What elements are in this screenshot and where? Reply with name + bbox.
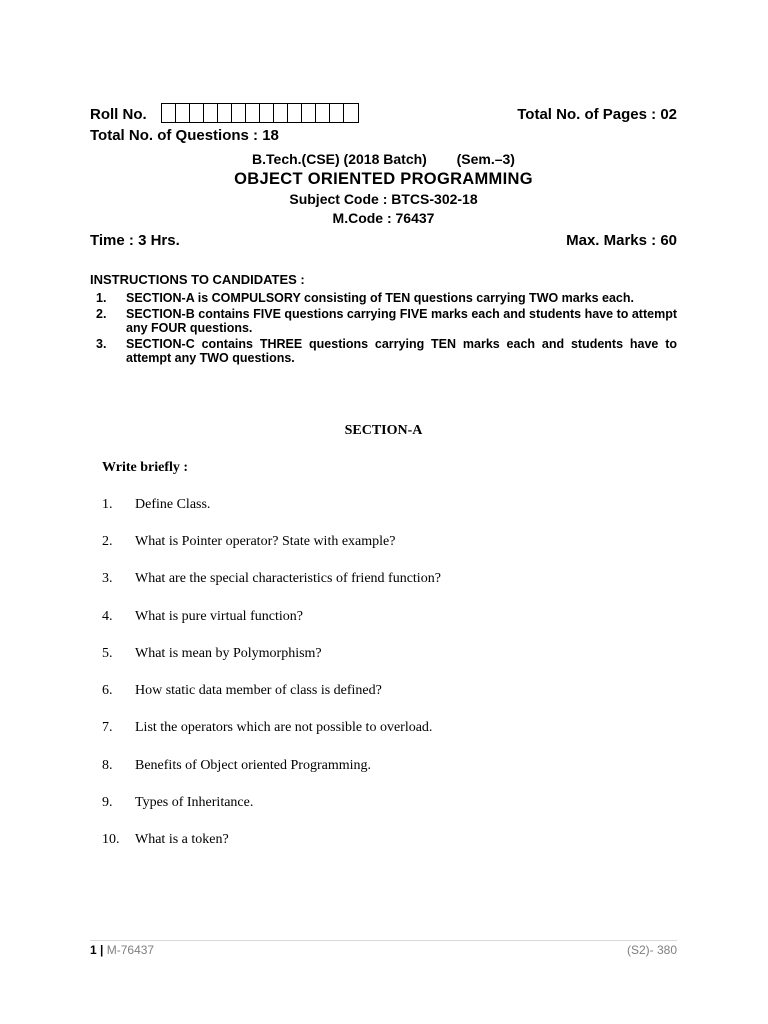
question-item: [102, 720, 432, 736]
question-item: [102, 795, 253, 811]
program: B.Tech.(CSE) (2018 Batch): [252, 151, 427, 167]
instruction-item: [90, 307, 677, 335]
page-footer: [90, 943, 677, 957]
question-item: [102, 683, 382, 699]
question-num: 6.: [102, 683, 113, 698]
question-num: 4.: [102, 609, 113, 624]
footer-right: (S2)- 380: [626, 943, 677, 957]
subject-code: Subject Code : BTCS-302-18: [289, 191, 478, 207]
question-item: [102, 571, 441, 587]
header-row-roll: [90, 103, 677, 123]
instruction-text: SECTION-C contains THREE questions carrying TEN marks each and students have to attempt any TWO questions.: [126, 337, 677, 365]
question-text: What is a token?: [135, 832, 229, 847]
footer-separator: |: [100, 943, 104, 957]
program-line: [90, 151, 677, 167]
total-questions: Total No. of Questions : 18: [90, 127, 279, 144]
roll-no: [90, 103, 359, 123]
question-item: [102, 534, 395, 550]
footer-divider: [90, 940, 677, 941]
question-item: [102, 609, 303, 625]
question-text: Benefits of Object oriented Programming.: [135, 758, 371, 773]
roll-no-boxes[interactable]: [161, 103, 359, 123]
instruction-text: SECTION-A is COMPULSORY consisting of TEN questions carrying TWO marks each.: [126, 291, 634, 305]
question-text: What are the special characteristics of friend function?: [135, 571, 441, 586]
question-text: What is mean by Polymorphism?: [135, 646, 322, 661]
instruction-num: 3.: [96, 337, 107, 351]
question-text: Define Class.: [135, 497, 211, 512]
question-num: 10.: [102, 832, 120, 847]
instruction-item: [90, 337, 677, 365]
question-num: 2.: [102, 534, 113, 549]
semester: (Sem.–3): [456, 151, 515, 167]
question-num: 3.: [102, 571, 113, 586]
instruction-item: [90, 291, 677, 305]
question-text: What is pure virtual function?: [135, 609, 303, 624]
section-a-title: SECTION-A: [344, 423, 423, 438]
footer-page-num: 1: [90, 943, 97, 957]
question-num: 9.: [102, 795, 113, 810]
mcode: M.Code : 76437: [332, 210, 435, 226]
question-item: [102, 832, 229, 848]
time: Time : 3 Hrs.: [90, 232, 180, 249]
roll-no-label: Roll No.: [90, 106, 147, 123]
question-num: 5.: [102, 646, 113, 661]
instructions-list: [90, 291, 677, 367]
question-item: [102, 497, 210, 513]
question-text: Types of Inheritance.: [135, 795, 254, 810]
instruction-num: 1.: [96, 291, 107, 305]
question-num: 1.: [102, 497, 113, 512]
instruction-text: SECTION-B contains FIVE questions carrying FIVE marks each and students have to attempt any FOUR questions.: [126, 307, 677, 335]
question-item: [102, 646, 322, 662]
question-num: 7.: [102, 720, 113, 735]
question-text: List the operators which are not possible to overload.: [135, 720, 433, 735]
max-marks: Max. Marks : 60: [566, 232, 677, 249]
footer-left: [90, 943, 154, 957]
question-text: How static data member of class is defined?: [135, 683, 382, 698]
section-a-subtitle: Write briefly :: [102, 460, 189, 475]
footer-code: M-76437: [106, 943, 155, 957]
total-pages: Total No. of Pages : 02: [517, 106, 677, 123]
question-item: [102, 758, 371, 774]
header-row-time: [90, 232, 677, 249]
question-text: What is Pointer operator? State with example?: [135, 534, 396, 549]
page-title: OBJECT ORIENTED PROGRAMMING: [234, 170, 533, 188]
question-num: 8.: [102, 758, 113, 773]
instructions-heading: INSTRUCTIONS TO CANDIDATES :: [90, 272, 305, 287]
instruction-num: 2.: [96, 307, 107, 321]
